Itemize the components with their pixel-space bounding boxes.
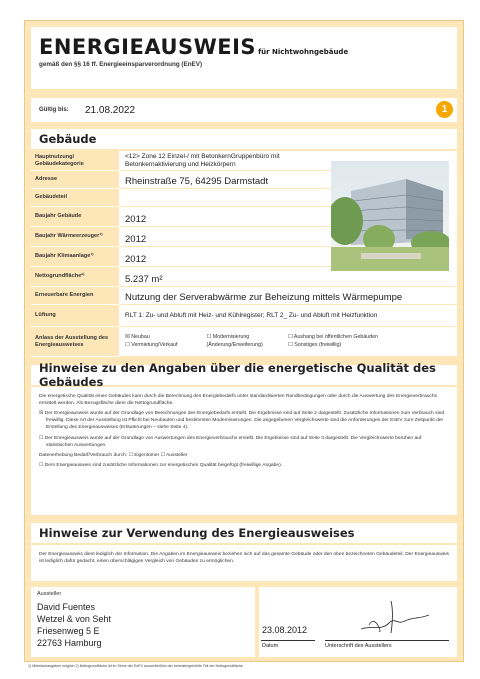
handwritten-signature [355,595,435,639]
row-label: Erneuerbare Energien [31,287,119,305]
row-label: Baujahr Gebäude [31,207,119,227]
usage-notes-title: Hinweise zur Verwendung des Energieausweises [31,523,457,545]
row-label: Lüftung [31,305,119,327]
header [31,27,457,89]
date-label: Datum [262,643,279,649]
issuer-street: Friesenweg 5 E [37,626,100,637]
footnotes: 1) Mehrfachangaben möglich 2) Nettogrundfläche ist im Sinne der EnEV ausschließlich der beheizte/gekühlte Teil der Nettogrundfläche [28,664,243,668]
row-year-ac [31,247,331,267]
option-new-building[interactable]: ☒ Neubau [125,333,150,340]
validity-label: Gültig bis: [39,107,69,113]
quality-notes-title: Hinweise zu den Angaben über die energetische Qualität des Gebäudes [31,365,457,387]
row-value: 2012 [119,227,331,247]
row-label: Hauptnutzung/ Gebäudekategorie [31,151,119,171]
usage-notes-text: Der Energieausweis dient lediglich der Information. Die Angaben im Energieausweis beziehen sich auf das gesamte Gebäude oder den oben bezeichneten Gebäudeteil. Der Energieausweis ist lediglich dafür gedacht, einen überschlägigen Vergleich von Gebäuden zu ermöglichen. [39,552,449,565]
row-category [31,151,331,171]
option-consumption-based[interactable]: ☐ Der Energieausweis wurde auf der Grundlage von Auswertungen des Energieverbrauchs erstellt. Die Ergebnisse sind auf Seite 3 dargestellt. Die Vergleichswerte beruhen auf statistischen Auswertungen. [39,435,422,448]
building-section [31,129,457,357]
row-value: 2012 [119,207,331,227]
building-photo [331,161,449,271]
date-line [261,640,315,641]
option-modernisation-detail: (Änderung/Erweiterung) [206,341,263,348]
row-year-building [31,207,331,227]
row-year-heater [31,227,331,247]
row-value [119,189,331,207]
option-attachment[interactable]: ☐ Dem Energieausweis sind zusätzliche Informationen zur energetischen Qualität beigefügt (freiwillige Angabe). [39,462,283,468]
row-label: Baujahr Wärmeerzeuger¹⁾ [31,227,119,247]
issuer-box [31,587,255,657]
option-other[interactable]: ☐ Sonstiges (freiwillig) [288,341,342,348]
row-address [31,171,331,189]
option-public-display[interactable]: ☐ Aushang bei öffentlichen Gebäuden [288,333,379,340]
data-collection-line: Datenerhebung Bedarf/Verbrauch durch: ☐ Eigentümer ☐ Aussteller [39,452,188,458]
row-value: 5.237 m² [119,267,457,287]
quality-notes-section [31,361,457,515]
row-label: Anlass der Ausstellung des Energieausweises [31,327,119,357]
option-modernisation[interactable]: ☐ Modernisierung [206,333,250,340]
issuer-name: David Fuentes [37,602,96,612]
building-section-title: Gebäude [31,129,457,151]
row-label: Adresse [31,171,119,189]
option-demand-based[interactable]: ☒ Der Energieausweis wurde auf der Grundlage von Berechnungen des Energiebedarfs erstellt. Die Ergebnisse sind auf Seite 2 dargestellt. Zusätzliche Informationen zum Verbrauch sind freiwillig. Diese Art der Ausstellung ist Pflicht bei Neubauten und bestimmten Modernisierungen. Die angegebenen Vergleichswerte sind die Anforderungen der EnEV zum Zeitpunkt der Erstellung des Energieausweises (Erläuterungen – siehe Seite 4). [39,411,445,431]
quality-notes-intro: Die energetische Qualität eines Gebäudes kann durch die Berechnung des Energiebedarfs unter standardisierten Randbedingungen oder durch die Auswertung des Energieverbrauchs ermittelt werden. Als Bezugsfläche dient die Nettogrundfläche. [39,394,438,407]
row-value: RLT 1: Zu- und Abluft mit Heiz- und Kühlregister; RLT 2_ Zu- und Abluft mit Heizfunktion [119,305,457,327]
validity-date: 21.08.2022 [85,104,136,116]
row-value: 2012 [119,247,331,267]
issuer-label: Aussteller [37,591,62,597]
certificate-page [24,20,464,662]
signature-line [325,640,449,641]
row-label: Baujahr Klimaanlage¹⁾ [31,247,119,267]
signature-date: 23.08.2012 [262,625,308,635]
signature-label: Unterschrift des Ausstellers [325,643,392,649]
row-value: Rheinstraße 75, 64295 Darmstadt [119,171,331,189]
page-number-badge: 1 [436,101,453,118]
document-title: ENERGIEAUSWEIS für Nichtwohngebäude [39,35,349,59]
title-suffix: für Nichtwohngebäude [258,48,349,56]
option-rent-sale[interactable]: ☐ Vermietung/Verkauf [125,341,178,348]
legal-basis: gemäß den §§ 16 ff. Energieeinsparverordnung (EnEV) [39,61,203,68]
issuer-city: 22763 Hamburg [37,638,102,649]
issuer-company: Wetzel & von Seht [37,614,111,625]
reason-options [119,332,457,352]
row-renewables [31,287,457,305]
validity-bar [31,98,457,122]
usage-notes-section [31,523,457,581]
row-value: Nutzung der Serverabwärme zur Beheizung mittels Wärmepumpe [119,287,457,305]
row-building-part [31,189,331,207]
row-label: Gebäudeteil [31,189,119,207]
row-value: <12> Zone 12 Einzel-/ mit BetonkernGruppenbüro mit Betonkernaktivierung und Heizkörpern [119,151,331,171]
row-ventilation [31,305,457,327]
row-reason [31,327,457,357]
row-label: Nettogrundfläche²⁾ [31,267,119,287]
signature-box [259,587,457,657]
